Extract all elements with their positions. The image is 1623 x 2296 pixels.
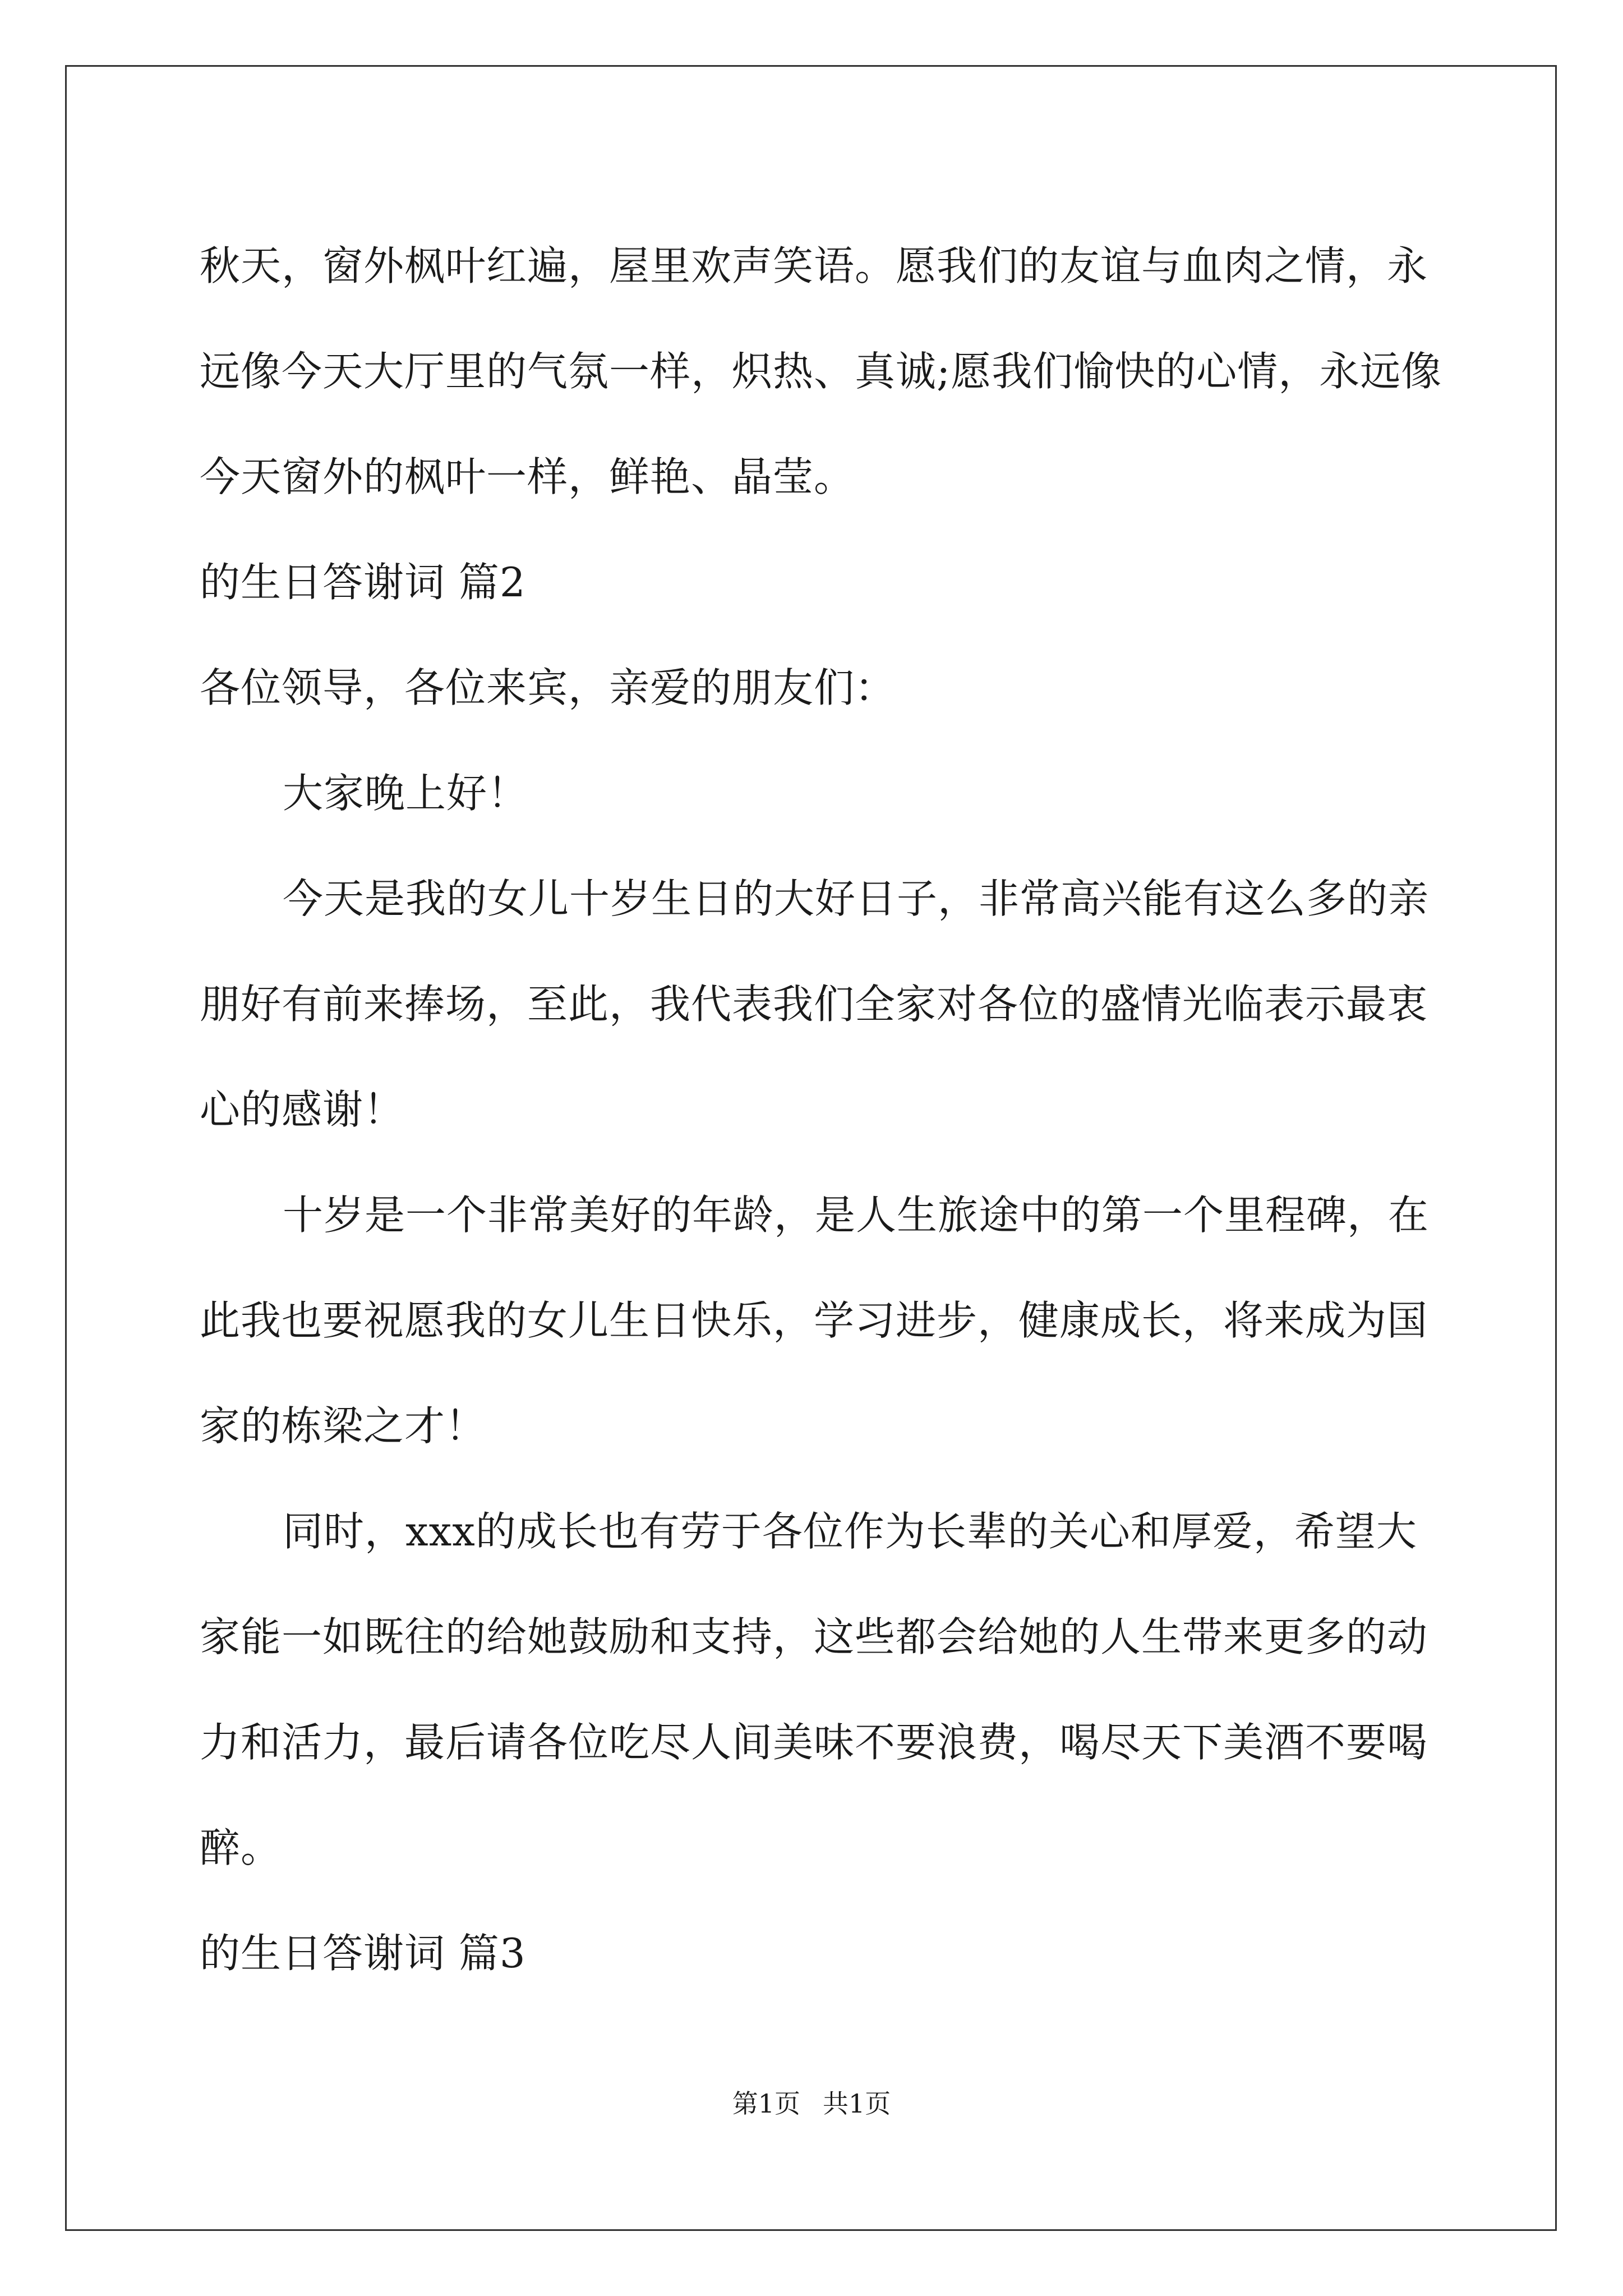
text-line: 同时，xxx的成长也有劳于各位作为长辈的关心和厚爱，希望大 [283,1508,1417,1555]
section-heading: 的生日答谢词 篇2 [200,559,526,606]
text-line: 远像今天大厅里的气氛一样，炽热、真诚;愿我们愉快的心情，永远像 [200,348,1442,395]
text-line: 今天是我的女儿十岁生日的大好日子，非常高兴能有这么多的亲 [283,875,1430,922]
text-line: 此我也要祝愿我的女儿生日快乐，学习进步，健康成长，将来成为国 [200,1297,1428,1344]
greeting: 大家晚上好！ [283,770,529,817]
document-body [200,213,1442,2006]
page-total: 共1页 [823,2088,891,2119]
page-number: 第1页 [732,2088,800,2119]
text-line: 朋好有前来捧场，至此，我代表我们全家对各位的盛情光临表示最衷 [200,981,1428,1028]
text-line: 心的感谢！ [200,1086,405,1133]
salutation: 各位领导，各位来宾，亲爱的朋友们： [200,664,896,711]
text-line: 十岁是一个非常美好的年龄，是人生旅途中的第一个里程碑，在 [283,1191,1430,1239]
text-line: 今天窗外的枫叶一样，鲜艳、晶莹。 [200,453,855,500]
text-line: 家的栋梁之才！ [200,1402,487,1450]
text-line: 秋天，窗外枫叶红遍，屋里欢声笑语。愿我们的友谊与血肉之情，永 [200,242,1428,289]
text-line: 家能一如既往的给她鼓励和支持，这些都会给她的人生带来更多的动 [200,1613,1428,1660]
text-line: 醉。 [200,1824,282,1871]
section-heading: 的生日答谢词 篇3 [200,1930,526,1977]
page-footer [0,2087,1623,2120]
text-line: 力和活力，最后请各位吃尽人间美味不要浪费，喝尽天下美酒不要喝 [200,1719,1428,1766]
